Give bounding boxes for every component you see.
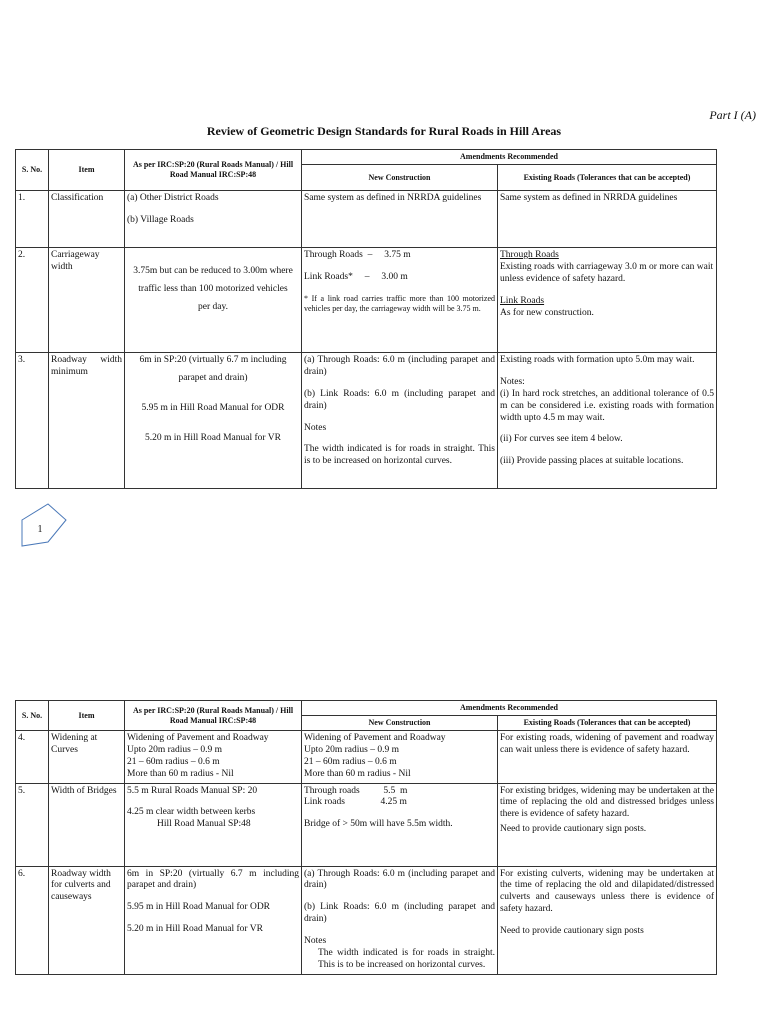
header-item: Item xyxy=(49,150,125,191)
standards-table-1 xyxy=(15,149,717,489)
row-as-per: 3.75m but can be reduced to 3.00m where traffic less than 100 motorized vehicles per day. xyxy=(125,248,302,353)
row-item: Carriageway width xyxy=(49,248,125,353)
row-existing: Same system as defined in NRRDA guidelines xyxy=(498,191,717,248)
header-item: Item xyxy=(49,701,125,731)
row-as-per: 6m in SP:20 (virtually 6.7 m including parapet and drain) 5.95 m in Hill Road Manual for ODR 5.20 m in Hill Road Manual for VR xyxy=(125,353,302,489)
header-sno: S. No. xyxy=(16,701,49,731)
row-item: Width of Bridges xyxy=(49,783,125,866)
row-as-per: 6m in SP:20 (virtually 6.7 m including parapet and drain) 5.95 m in Hill Road Manual for ODR 5.20 m in Hill Road Manual for VR xyxy=(125,866,302,974)
row-new: Same system as defined in NRRDA guidelines xyxy=(302,191,498,248)
table-row xyxy=(16,731,717,784)
row-item: Widening at Curves xyxy=(49,731,125,784)
header-new-construction: New Construction xyxy=(302,165,498,191)
row-sno: 5. xyxy=(16,783,49,866)
part-label: Part I (A) xyxy=(709,108,756,122)
table-row xyxy=(16,866,717,974)
row-sno: 4. xyxy=(16,731,49,784)
header-existing-roads: Existing Roads (Tolerances that can be accepted) xyxy=(498,716,717,731)
row-as-per: (a) Other District Roads (b) Village Roads xyxy=(125,191,302,248)
row-as-per: 5.5 m Rural Roads Manual SP: 20 4.25 m clear width between kerbs Hill Road Manual SP:48 xyxy=(125,783,302,866)
row-existing: For existing culverts, widening may be undertaken at the time of replacing the old and dilapidated/distressed culverts and causeways unless there is evidence of safety hazard. Need to provide cautionary sign posts xyxy=(498,866,717,974)
row-sno: 1. xyxy=(16,191,49,248)
row-item: Classification xyxy=(49,191,125,248)
row-as-per: Widening of Pavement and Roadway Upto 20m radius – 0.9 m 21 – 60m radius – 0.6 m More than 60 m radius - Nil xyxy=(125,731,302,784)
row-new: Widening of Pavement and Roadway Upto 20m radius – 0.9 m 21 – 60m radius – 0.6 m More than 60 m radius - Nil xyxy=(302,731,498,784)
page-number: 1 xyxy=(37,524,43,535)
row-existing: For existing roads, widening of pavement and roadway can wait unless there is evidence of safety hazard. xyxy=(498,731,717,784)
row-item: Roadway width for culverts and causeways xyxy=(49,866,125,974)
row-existing: Existing roads with formation upto 5.0m may wait. Notes: (i) In hard rock stretches, an additional tolerance of 0.5 m can be considered i.e. existing roads with formation width upto 4.5 m may wait. (ii) For curves see item 4 below. (iii) Provide passing places at suitable locations. xyxy=(498,353,717,489)
header-amendments: Amendments Recommended xyxy=(302,701,717,716)
table-row xyxy=(16,353,717,489)
row-sno: 3. xyxy=(16,353,49,489)
header-as-per: As per IRC:SP:20 (Rural Roads Manual) / Hill Road Manual IRC:SP:48 xyxy=(125,150,302,191)
row-new: Through Roads – 3.75 m Link Roads* – 3.00 m * If a link road carries traffic more than 100 motorized vehicles per day, the carriageway width will be 3.75 m. xyxy=(302,248,498,353)
header-sno: S. No. xyxy=(16,150,49,191)
table-row xyxy=(16,248,717,353)
row-new: Through roads 5.5 m Link roads 4.25 m Bridge of > 50m will have 5.5m width. xyxy=(302,783,498,866)
header-as-per: As per IRC:SP:20 (Rural Roads Manual) / Hill Road Manual IRC:SP:48 xyxy=(125,701,302,731)
row-sno: 6. xyxy=(16,866,49,974)
document-title: Review of Geometric Design Standards for Rural Roads in Hill Areas xyxy=(206,124,562,138)
row-item: Roadway width minimum xyxy=(49,353,125,489)
row-new: (a) Through Roads: 6.0 m (including parapet and drain) (b) Link Roads: 6.0 m (including parapet and drain) Notes The width indicated is for roads in straight. This is to be increased on horizontal curves. xyxy=(302,866,498,974)
header-amendments: Amendments Recommended xyxy=(302,150,717,165)
row-existing: Through Roads Existing roads with carriageway 3.0 m or more can wait unless evidence of safety hazard. Link Roads As for new construction. xyxy=(498,248,717,353)
table-row xyxy=(16,191,717,248)
table-row xyxy=(16,783,717,866)
standards-table-2 xyxy=(15,700,717,975)
row-sno: 2. xyxy=(16,248,49,353)
row-existing: For existing bridges, widening may be undertaken at the time of replacing the old and distressed bridges unless there is evidence of safety hazard. Need to provide cautionary sign posts. xyxy=(498,783,717,866)
row-new: (a) Through Roads: 6.0 m (including parapet and drain) (b) Link Roads: 6.0 m (including parapet and drain) Notes The width indicated is for roads in straight. This is to be increased on horizontal curves. xyxy=(302,353,498,489)
header-existing-roads: Existing Roads (Tolerances that can be accepted) xyxy=(498,165,717,191)
header-new-construction: New Construction xyxy=(302,716,498,731)
page-number-marker xyxy=(18,502,68,550)
